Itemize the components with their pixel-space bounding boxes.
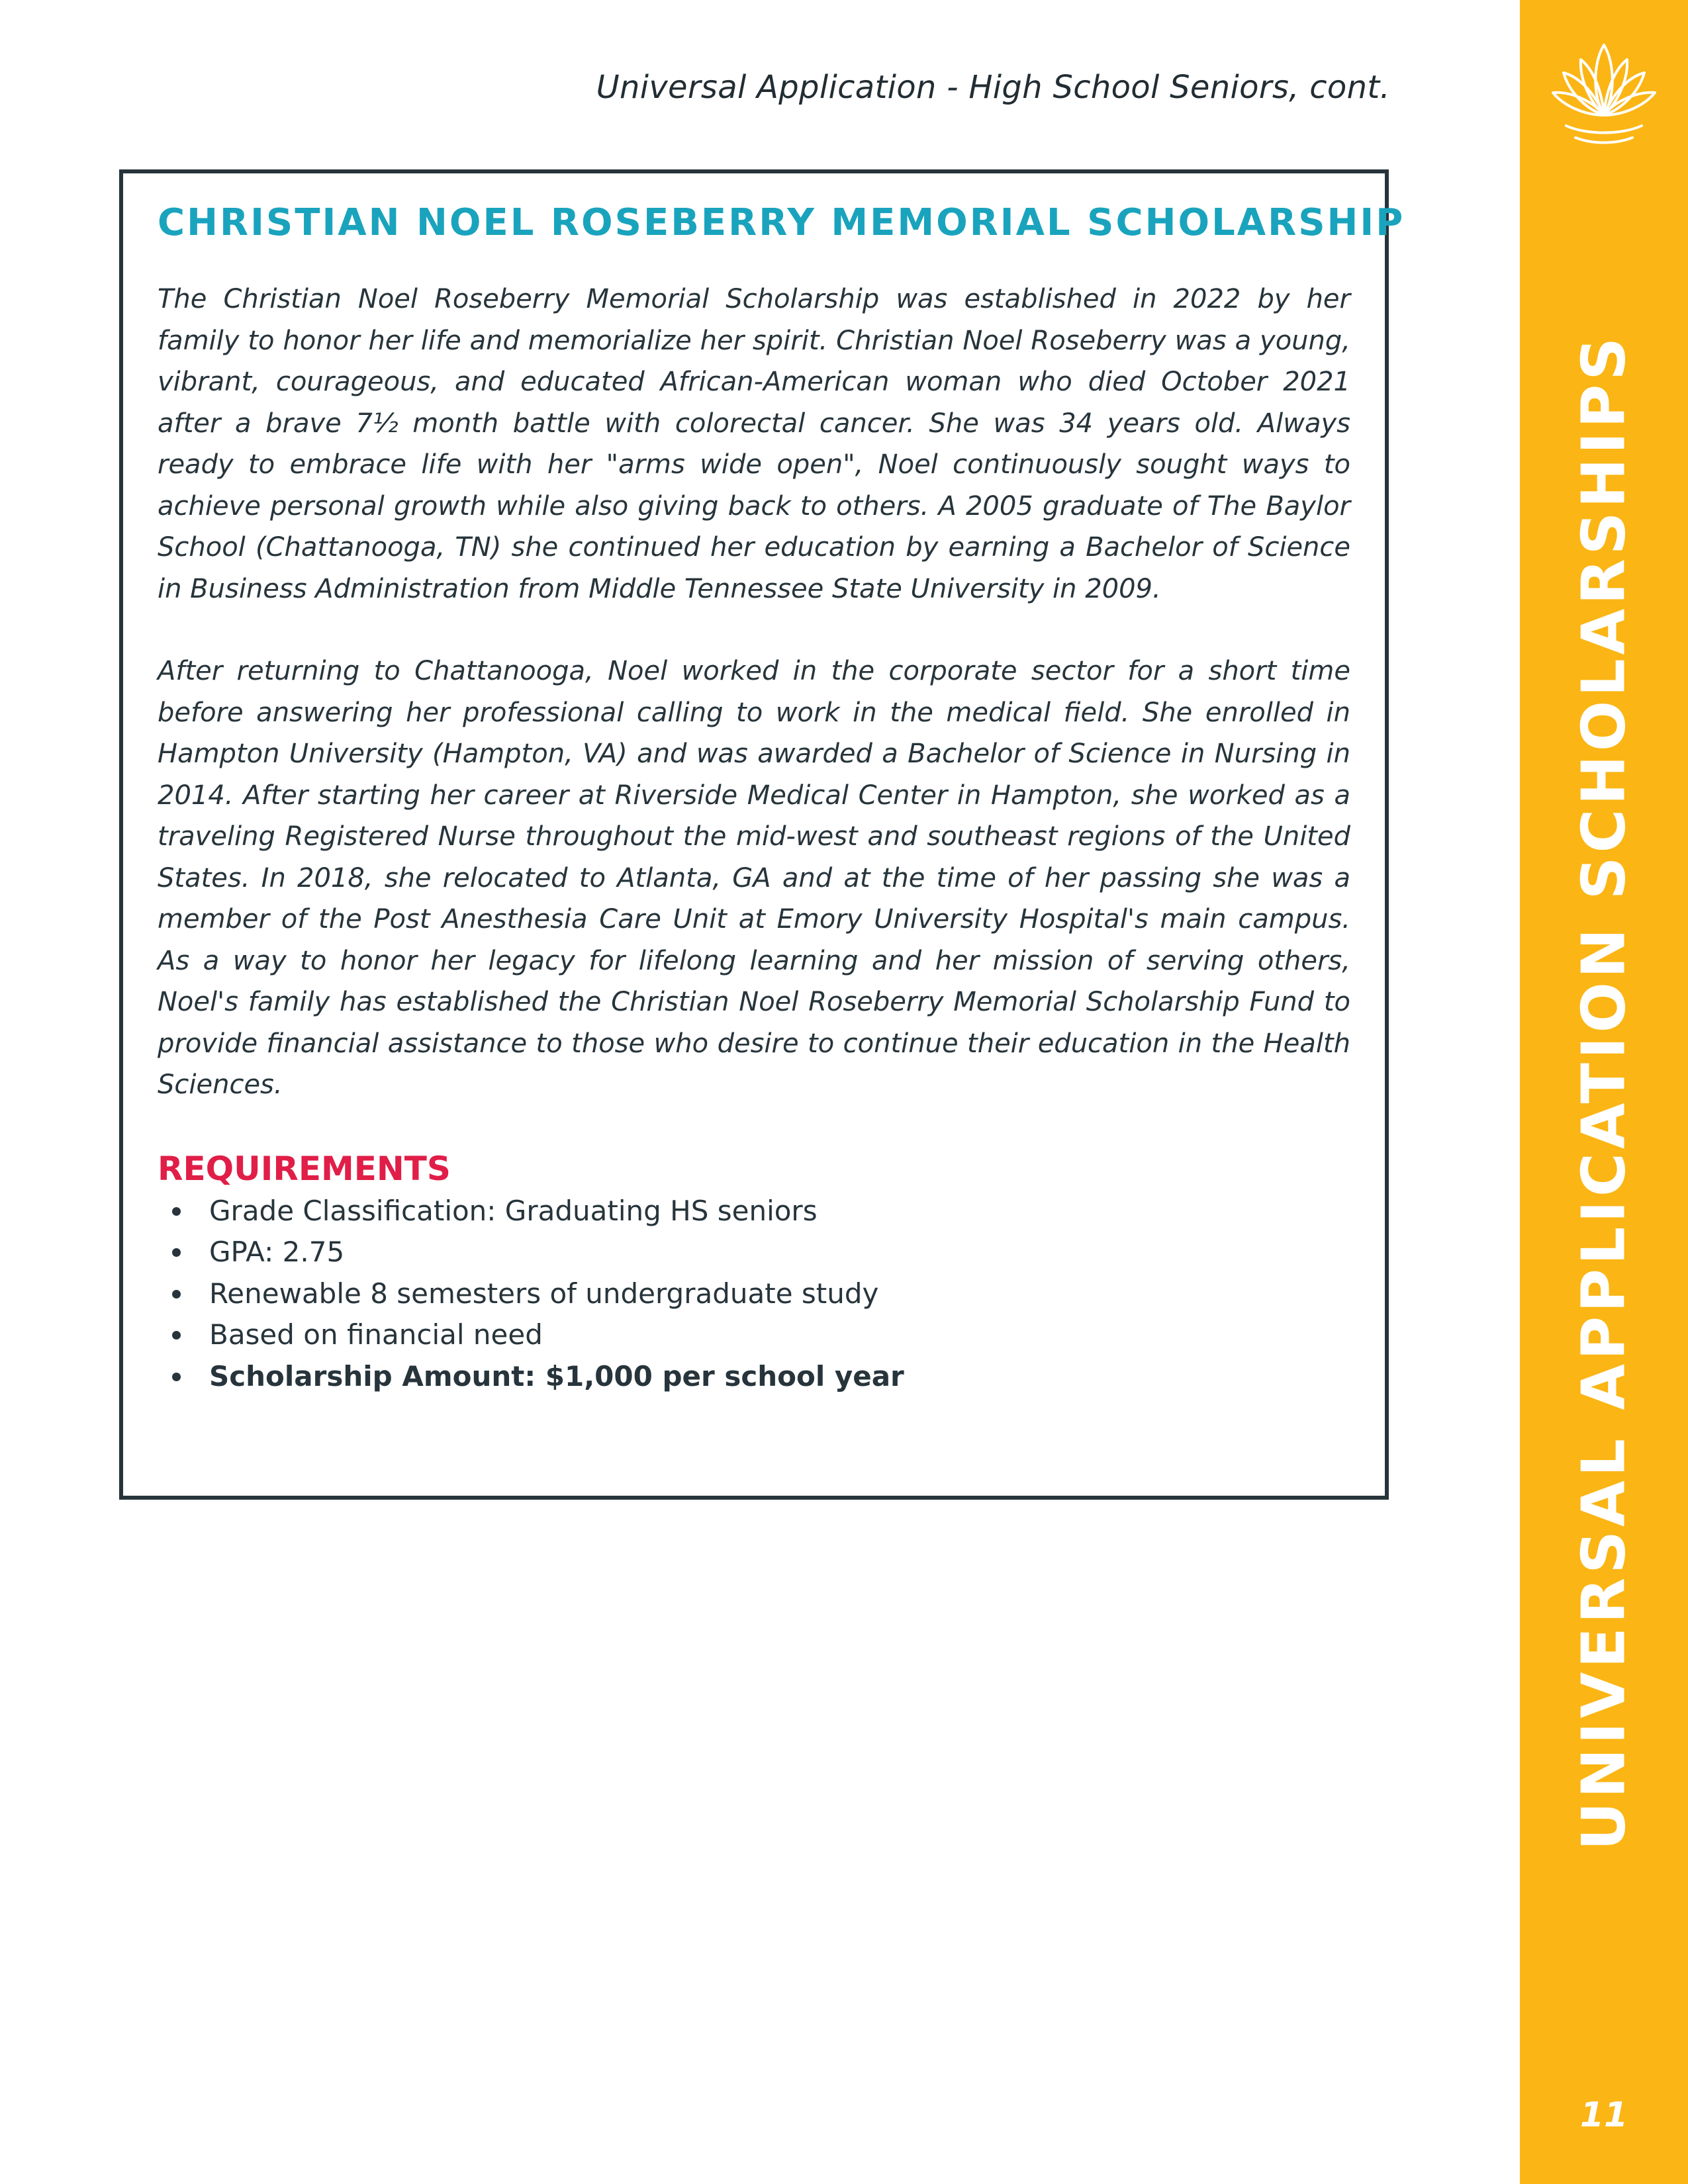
bullet-icon [172,1290,181,1298]
requirement-text: Scholarship Amount: $1,000 per school year [209,1359,904,1392]
requirement-text: GPA: 2.75 [209,1236,345,1268]
sidebar-section-title: UNIVERSAL APPLICATION SCHOLARSHIPS [1569,333,1639,1851]
scholarship-amount-item [158,1356,1350,1398]
page-number: 11 [1579,2095,1628,2135]
section-sidebar [1520,0,1688,2184]
bullet-icon [172,1248,181,1257]
bullet-icon [172,1331,181,1340]
requirement-text: Grade Classification: Graduating HS seniors [209,1194,818,1227]
scholarship-card [119,169,1405,1500]
requirement-text: Based on financial need [209,1318,543,1351]
requirement-text: Renewable 8 semesters of undergraduate study [209,1277,879,1310]
scholarship-description-paragraph: The Christian Noel Roseberry Memorial Scholarship was established in 2022 by her family to honor her life and memorialize her spirit. Christian Noel Roseberry was a young, vibrant, courageous, and educated African-American woman who died October 2021 after a brave 7½ month battle with colorectal cancer. She was 34 years old. Always ready to embrace life with her "arms wide open", Noel continuously sought ways to achieve personal growth while also giving back to others. A 2005 graduate of The Baylor School (Chattanooga, TN) she continued her education by earning a Bachelor of Science in Business Administration from Middle Tennessee State University in 2009. [158,284,1350,604]
bullet-icon [172,1207,181,1216]
requirement-item [158,1314,1350,1356]
bullet-icon [172,1373,181,1381]
requirements-list [158,1191,1350,1398]
running-header: Universal Application - High School Seniors, cont. [596,69,1390,106]
scholarship-title: CHRISTIAN NOEL ROSEBERRY MEMORIAL SCHOLARSHIP [158,201,1405,244]
requirement-item [158,1232,1350,1273]
requirement-item [158,1273,1350,1315]
requirements-heading: REQUIREMENTS [158,1149,451,1188]
scholarship-description-paragraph: After returning to Chattanooga, Noel worked in the corporate sector for a short time before answering her professional calling to work in the medical field. She enrolled in Hampton University (Hampton, VA) and was awarded a Bachelor of Science in Nursing in 2014. After starting her career at Riverside Medical Center in Hampton, she worked as a traveling Registered Nurse throughout the mid-west and southeast regions of the United States. In 2018, she relocated to Atlanta, GA and at the time of her passing she was a member of the Post Anesthesia Care Unit at Emory University Hospital's main campus. As a way to honor her legacy for lifelong learning and her mission of serving others, Noel's family has established the Christian Noel Roseberry Memorial Scholarship Fund to provide financial assistance to those who desire to continue their education in the Health Sciences. [158,656,1350,1100]
requirement-item [158,1191,1350,1232]
lotus-icon [1546,37,1662,150]
